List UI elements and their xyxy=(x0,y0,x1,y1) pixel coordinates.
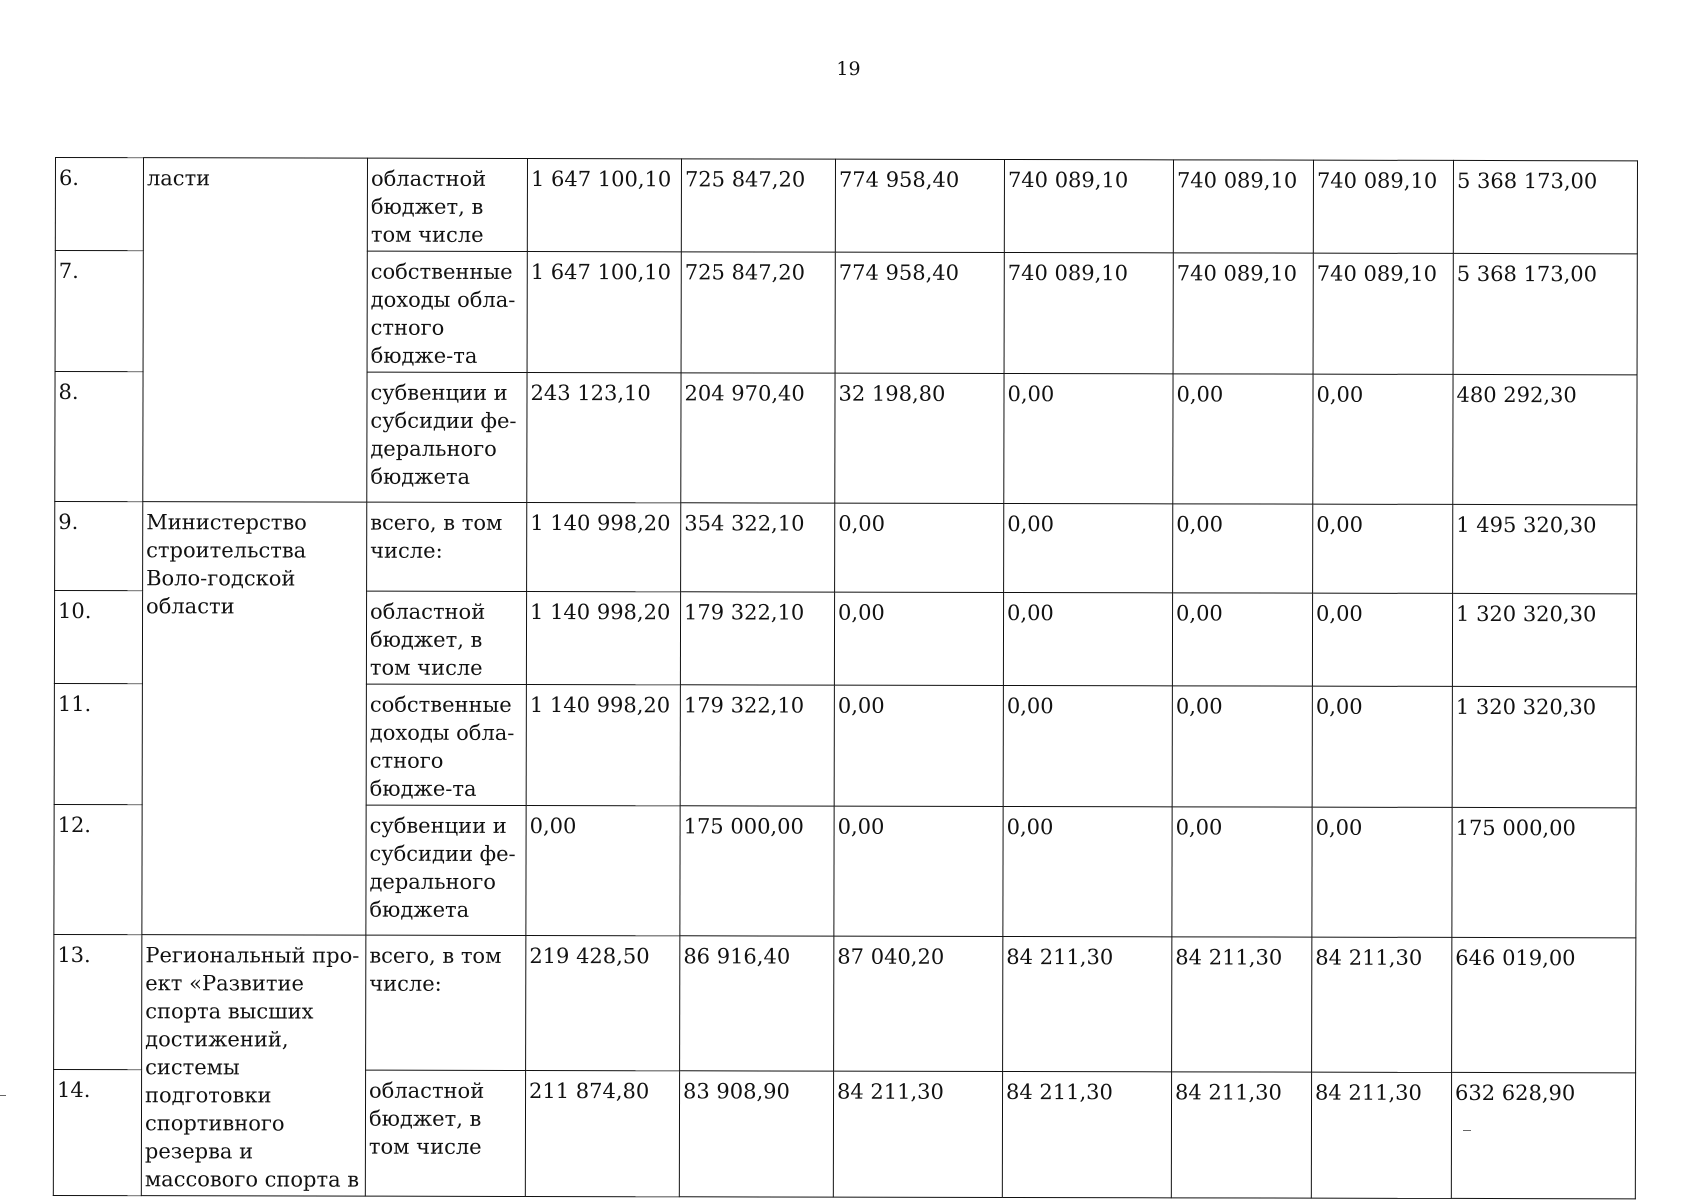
amount-cell: 0,00 xyxy=(1173,504,1313,593)
amount-cell: 725 847,20 xyxy=(681,159,835,252)
total-cell: 5 368 173,00 xyxy=(1453,253,1637,374)
total-cell: 632 628,90 xyxy=(1451,1072,1635,1199)
row-number: 13. xyxy=(54,934,142,1069)
amount-cell: 84 211,30 xyxy=(1311,1072,1451,1199)
budget-table xyxy=(53,157,1638,1199)
amount-cell: 32 198,80 xyxy=(835,373,1004,503)
total-cell: 1 495 320,30 xyxy=(1453,504,1637,593)
amount-cell: 740 089,10 xyxy=(1313,160,1453,253)
amount-cell: 84 211,30 xyxy=(1003,936,1172,1071)
amount-cell: 774 958,40 xyxy=(835,252,1004,373)
scan-artifact-right xyxy=(1463,1130,1471,1131)
total-cell: 175 000,00 xyxy=(1452,807,1636,937)
amount-cell: 0,00 xyxy=(1003,592,1172,685)
amount-cell: 725 847,20 xyxy=(681,252,835,373)
row-number: 10. xyxy=(54,591,142,684)
amount-cell: 740 089,10 xyxy=(1004,159,1173,252)
amount-cell: 740 089,10 xyxy=(1173,253,1313,374)
row-number: 11. xyxy=(54,683,142,804)
amount-cell: 740 089,10 xyxy=(1173,160,1313,253)
amount-cell: 0,00 xyxy=(1172,807,1312,937)
amount-cell: 1 140 998,20 xyxy=(526,591,680,684)
amount-cell: 354 322,10 xyxy=(681,503,835,592)
amount-cell: 211 874,80 xyxy=(525,1070,679,1197)
amount-cell: 84 211,30 xyxy=(1172,937,1312,1072)
amount-cell: 0,00 xyxy=(835,503,1004,592)
amount-cell: 179 322,10 xyxy=(680,592,834,685)
amount-cell: 0,00 xyxy=(834,685,1003,806)
funding-source: областной бюджет, в том числе xyxy=(366,591,526,684)
row-number: 6. xyxy=(55,158,143,251)
amount-cell: 0,00 xyxy=(1172,593,1312,686)
total-cell: 1 320 320,30 xyxy=(1452,593,1636,686)
amount-cell: 1 140 998,20 xyxy=(527,502,681,591)
amount-cell: 0,00 xyxy=(1004,503,1173,592)
total-cell: 5 368 173,00 xyxy=(1453,160,1637,253)
amount-cell: 84 211,30 xyxy=(833,1071,1002,1198)
amount-cell: 0,00 xyxy=(1003,806,1172,936)
total-cell: 646 019,00 xyxy=(1452,937,1636,1072)
total-cell: 480 292,30 xyxy=(1453,374,1637,504)
executor-cell: ласти xyxy=(143,158,368,502)
amount-cell: 0,00 xyxy=(1172,686,1312,807)
amount-cell: 204 970,40 xyxy=(681,373,835,503)
scan-artifact-left xyxy=(0,1095,6,1096)
row-number: 7. xyxy=(55,251,143,372)
amount-cell: 0,00 xyxy=(1313,504,1453,593)
funding-source: собственные доходы обла-стного бюдже-та xyxy=(367,251,527,372)
executor-cell: Региональный про-ект «Развитие спорта высших достижений, системы подготовки спортивного резерва и массового спорта в xyxy=(141,935,366,1196)
amount-cell: 83 908,90 xyxy=(679,1070,833,1197)
budget-table-wrapper xyxy=(53,157,1638,1199)
amount-cell: 740 089,10 xyxy=(1004,252,1173,373)
amount-cell: 0,00 xyxy=(1173,374,1313,504)
amount-cell: 243 123,10 xyxy=(527,372,681,502)
table-row xyxy=(54,934,1636,1072)
funding-source: всего, в том числе: xyxy=(367,502,527,591)
amount-cell: 87 040,20 xyxy=(834,936,1003,1071)
executor-cell: Министерство строительства Воло-годской области xyxy=(142,502,367,935)
amount-cell: 0,00 xyxy=(1312,686,1452,807)
amount-cell: 179 322,10 xyxy=(680,685,834,806)
row-number: 8. xyxy=(55,372,143,502)
funding-source: областной бюджет, в том числе xyxy=(365,1070,525,1197)
amount-cell: 0,00 xyxy=(1312,807,1452,937)
amount-cell: 1 647 100,10 xyxy=(527,251,681,372)
funding-source: областной бюджет, в том числе xyxy=(367,158,527,251)
amount-cell: 0,00 xyxy=(1312,593,1452,686)
row-number: 9. xyxy=(55,502,143,591)
amount-cell: 740 089,10 xyxy=(1313,253,1453,374)
amount-cell: 84 211,30 xyxy=(1002,1071,1171,1198)
amount-cell: 0,00 xyxy=(1003,685,1172,806)
amount-cell: 0,00 xyxy=(526,805,680,935)
funding-source: всего, в том числе: xyxy=(366,935,526,1070)
page-number: 19 xyxy=(836,58,861,80)
amount-cell: 86 916,40 xyxy=(680,936,834,1071)
amount-cell: 1 647 100,10 xyxy=(527,158,681,251)
amount-cell: 0,00 xyxy=(1004,373,1173,503)
amount-cell: 774 958,40 xyxy=(835,159,1004,252)
amount-cell: 219 428,50 xyxy=(526,935,680,1070)
funding-source: субвенции и субсидии фе-дерального бюджета xyxy=(366,805,526,935)
amount-cell: 1 140 998,20 xyxy=(526,684,680,805)
amount-cell: 0,00 xyxy=(1313,374,1453,504)
amount-cell: 84 211,30 xyxy=(1312,937,1452,1072)
table-row xyxy=(55,502,1637,594)
amount-cell: 175 000,00 xyxy=(680,806,834,936)
row-number: 14. xyxy=(53,1069,141,1196)
funding-source: собственные доходы обла-стного бюдже-та xyxy=(366,684,526,805)
row-number: 12. xyxy=(54,804,142,934)
funding-source: субвенции и субсидии фе-дерального бюджета xyxy=(367,372,527,502)
amount-cell: 0,00 xyxy=(834,806,1003,936)
total-cell: 1 320 320,30 xyxy=(1452,686,1636,807)
amount-cell: 0,00 xyxy=(834,592,1003,685)
table-row xyxy=(55,158,1637,254)
amount-cell: 84 211,30 xyxy=(1171,1071,1311,1198)
